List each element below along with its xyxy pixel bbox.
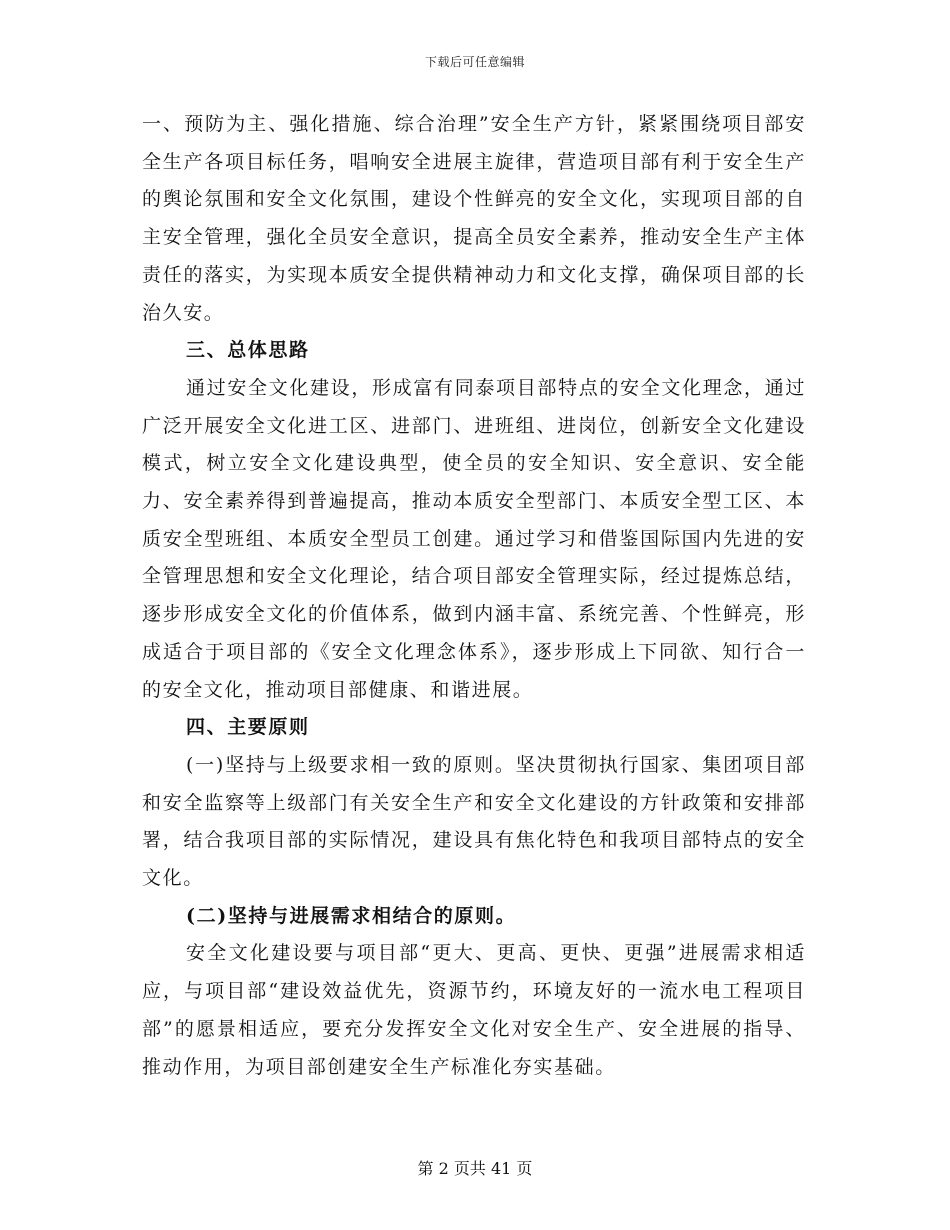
paragraph-2: 通过安全文化建设，形成富有同泰项目部特点的安全文化理念，通过广泛开展安全文化进工区、进部门、进班组、进岗位，创新安全文化建设模式，树立安全文化建设典型，使全员的安全知识、安全意识、安全能力、安全素养得到普遍提高，推动本质安全型部门、本质安全型工区、本质安全型班组、本质安全型员工创建。通过学习和借鉴国际国内先进的安全管理思想和安全文化理论，结合项目部安全管理实际，经过提炼总结，逐步形成安全文化的价值体系，做到内涵丰富、系统完善、个性鲜亮，形成适合于项目部的《安全文化理念体系》，逐步形成上下同欲、知行合一的安全文化，推动项目部健康、和谐进展。: [142, 376, 806, 701]
section-heading-3: 三、总体思路: [186, 339, 310, 362]
paragraph-4: 安全文化建设要与项目部“更大、更高、更快、更强”进展需求相适应，与项目部“建设效益优先，资源节约，环境友好的一流水电工程项目部”的愿景相适应，要充分发挥安全文化对安全生产、安全进展的指导、推动作用，为项目部创建安全生产标准化夯实基础。: [142, 942, 806, 1078]
section-heading-4: 四、主要原则: [186, 716, 310, 739]
sub-heading-2: (二)坚持与进展需求相结合的原则。: [186, 904, 517, 927]
paragraph-1: 一、预防为主、强化措施、综合治理”安全生产方针，紧紧围绕项目部安全生产各项目标任务，唱响安全进展主旋律，营造项目部有利于安全生产的舆论氛围和安全文化氛围，建设个性鲜亮的安全文化，实现项目部的自主安全管理，强化全员安全意识，提高全员安全素养，推动安全生产主体责任的落实，为实现本质安全提供精神动力和文化支撑，确保项目部的长治久安。: [142, 113, 806, 324]
paragraph-3: (一)坚持与上级要求相一致的原则。坚决贯彻执行国家、集团项目部和安全监察等上级部门有关安全生产和安全文化建设的方针政策和安排部署，结合我项目部的实际情况，建设具有焦化特色和我项目部特点的安全文化。: [142, 753, 806, 890]
page-footer: 第 2 页共 41 页: [417, 1159, 533, 1178]
document-body: [142, 106, 806, 1086]
page-header-note: 下载后可任意编辑: [424, 55, 525, 69]
